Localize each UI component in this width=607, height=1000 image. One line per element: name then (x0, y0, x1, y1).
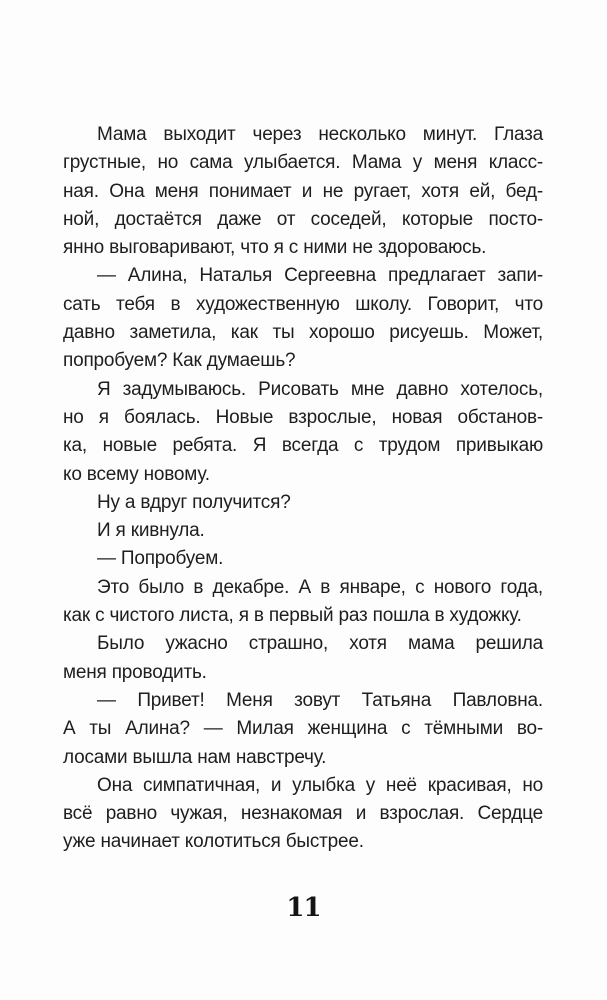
text-line: И я кивнула. (97, 520, 205, 542)
text-line: Это было в декабре. А в январе, с нового года, (97, 576, 543, 598)
text-line: грустные, но сама улыбается. Мама у меня класс- (63, 152, 543, 174)
text-line: давно заметила, как ты хорошо рисуешь. Может, (63, 322, 543, 344)
paragraph (63, 517, 543, 545)
text-line: ная. Она меня понимает и не ругает, хотя ей, бед- (63, 180, 543, 202)
text-line: Мама выходит через несколько минут. Глаза (97, 124, 543, 145)
text-line: Ну а вдруг получится? (97, 491, 291, 513)
text-line: Я задумываюсь. Рисовать мне давно хотелось, (97, 378, 543, 400)
paragraph (63, 687, 543, 772)
paragraph (63, 630, 543, 687)
text-line: — Попробуем. (97, 548, 224, 570)
text-line: но я боялась. Новые взрослые, новая обстанов- (63, 406, 543, 428)
paragraph (63, 772, 543, 857)
text-line: — Привет! Меня зовут Татьяна Павловна. (97, 689, 543, 711)
text-line: Было ужасно страшно, хотя мама решила (97, 633, 543, 655)
paragraph (63, 121, 543, 262)
text-line: меня проводить. (63, 661, 207, 683)
text-line: — Алина, Наталья Сергеевна предлагает запи- (97, 265, 543, 287)
text-line: А ты Алина? — Милая женщина с тёмными во- (63, 718, 543, 740)
paragraph (63, 489, 543, 517)
text-line: попробуем? Как думаешь? (63, 350, 296, 372)
text-line: янно выговаривают, что я с ними не здороваюсь. (63, 237, 487, 259)
text-line: ко всему новому. (63, 463, 210, 485)
page-number: 11 (286, 893, 321, 923)
text-line: ка, новые ребята. Я всегда с трудом привыкаю (63, 435, 543, 457)
paragraph (63, 376, 543, 489)
text-line: лосами вышла нам навстречу. (63, 746, 327, 768)
text-block (63, 121, 543, 857)
paragraph (63, 574, 543, 631)
text-line: Она симпатичная, и улыбка у неё красивая, но (97, 774, 543, 796)
paragraph (63, 545, 543, 573)
text-line: уже начинает колотиться быстрее. (63, 831, 364, 853)
paragraph (63, 262, 543, 375)
text-line: ной, достаётся даже от соседей, которые посто- (63, 208, 543, 230)
text-line: всё равно чужая, незнакомая и взрослая. Сердце (63, 803, 543, 825)
text-line: как с чистого листа, я в первый раз пошла в художку. (63, 605, 522, 627)
text-line: сать тебя в художественную школу. Говорит, что (63, 293, 543, 315)
